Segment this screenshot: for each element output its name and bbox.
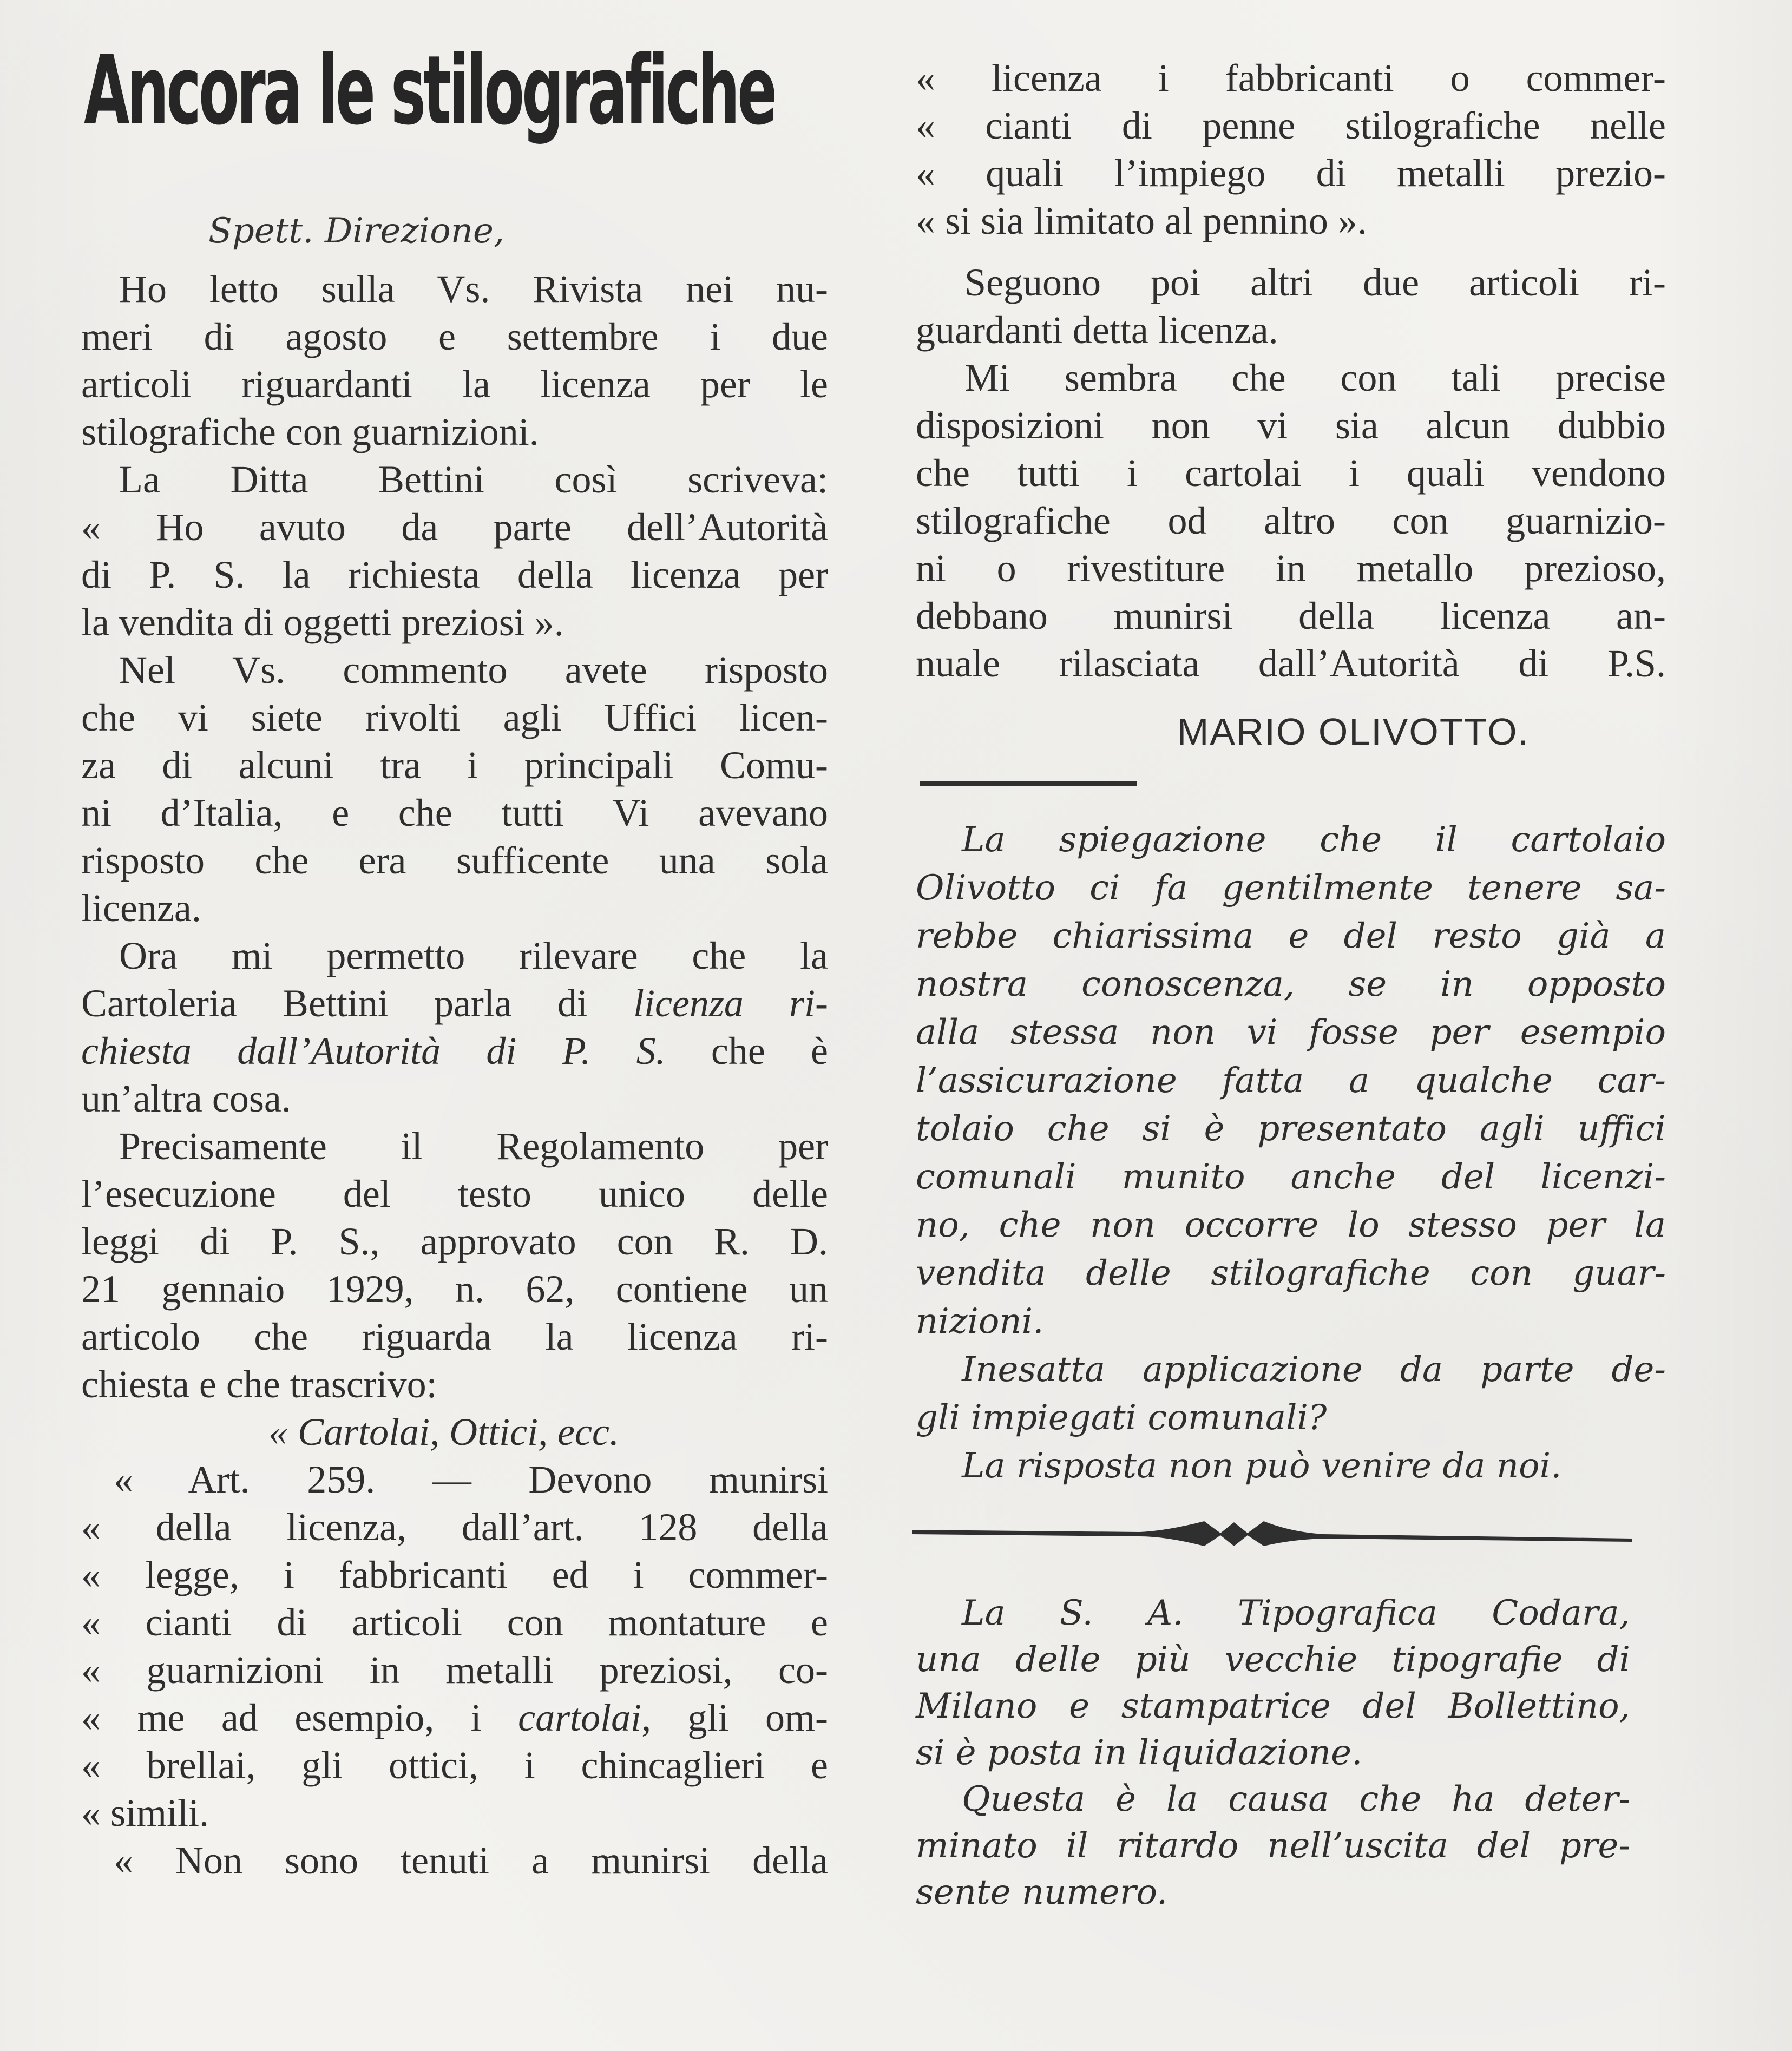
text-line: « cianti di articoli con montature e bbox=[81, 1601, 828, 1644]
text-line: che vi siete rivolti agli Uffici licen- bbox=[81, 696, 828, 739]
right-column-letter bbox=[916, 54, 1666, 687]
text-line: Ho letto sulla Vs. Rivista nei nu- bbox=[119, 267, 828, 311]
section-rule bbox=[920, 781, 1137, 786]
editorial-reply-lines bbox=[916, 816, 1666, 1490]
text-line: di P. S. la richiesta della licenza per bbox=[81, 553, 828, 596]
text-line: licenza. bbox=[81, 886, 201, 930]
text-line: sente numero. bbox=[916, 1872, 1168, 1912]
emphasis: cartolai bbox=[518, 1696, 642, 1739]
text-line: l’esecuzione del testo unico delle bbox=[81, 1172, 828, 1215]
text-line: « brellai, gli ottici, i chincaglieri e bbox=[81, 1744, 828, 1787]
text-line: l’assicurazione fatta a qualche car- bbox=[916, 1061, 1666, 1101]
text-line: ni o rivestiture in metallo prezioso, bbox=[916, 547, 1666, 590]
letter-salutation: Spett. Direzione, bbox=[208, 211, 505, 251]
text-line: nizioni. bbox=[916, 1301, 1044, 1342]
emphasis: licenza ri- bbox=[633, 982, 828, 1025]
text-line: debbano munirsi della licenza an- bbox=[916, 594, 1666, 637]
text-line: « me ad esempio, i cartolai, gli om- bbox=[81, 1696, 828, 1739]
text-line: guardanti detta licenza. bbox=[916, 308, 1278, 352]
editorial-reply bbox=[916, 816, 1666, 1490]
text-line: Inesatta applicazione da parte de- bbox=[962, 1350, 1666, 1390]
text-line: Ora mi permetto rilevare che la bbox=[119, 934, 828, 977]
text-line: no, che non occorre lo stesso per la bbox=[916, 1205, 1666, 1245]
text-line: rebbe chiarissima e del resto già a bbox=[916, 916, 1666, 956]
text-line: « simili. bbox=[81, 1791, 209, 1835]
text-line: stilografiche con guarnizioni. bbox=[81, 410, 539, 453]
text-line: chiesta e che trascrivo: bbox=[81, 1363, 437, 1406]
text-line: ni d’Italia, e che tutti Vi avevano bbox=[81, 791, 828, 834]
text-line: disposizioni non vi sia alcun dubbio bbox=[916, 404, 1666, 447]
letter-body-right bbox=[916, 54, 1666, 687]
text-line: stilografiche od altro con guarnizio- bbox=[916, 499, 1666, 542]
text-line: tolaio che si è presentato agli uffici bbox=[916, 1109, 1666, 1149]
ornamental-divider bbox=[912, 1518, 1632, 1550]
text-line: « della licenza, dall’art. 128 della bbox=[81, 1506, 828, 1549]
text-line: meri di agosto e settembre i due bbox=[81, 315, 828, 358]
letter-body-left bbox=[81, 265, 828, 1408]
text-line: alla stessa non vi fosse per esempio bbox=[916, 1013, 1666, 1053]
text-line: « guarnizioni in metalli preziosi, co- bbox=[81, 1648, 828, 1692]
text-line: si è posta in liquidazione. bbox=[916, 1733, 1363, 1773]
text-line: nuale rilasciata dall’Autorità di P.S. bbox=[916, 642, 1666, 685]
text-line: articolo che riguarda la licenza ri- bbox=[81, 1315, 828, 1358]
text-line: minato il ritardo nell’uscita del pre- bbox=[916, 1826, 1630, 1866]
text-line: nostra conoscenza, se in opposto bbox=[916, 964, 1666, 1004]
text-line: za di alcuni tra i principali Comu- bbox=[81, 744, 828, 787]
text-line: « cianti di penne stilografiche nelle bbox=[916, 104, 1666, 147]
text-line: « Ho avuto da parte dell’Autorità bbox=[81, 505, 828, 549]
printer-notice-lines bbox=[916, 1590, 1630, 1916]
text-line: « quali l’impiego di metalli prezio- bbox=[916, 152, 1666, 195]
text-line: « legge, i fabbricanti ed i commer- bbox=[81, 1553, 828, 1596]
text-line: « si sia limitato al pennino ». bbox=[916, 199, 1367, 242]
article-headline: Ancora le stilografiche bbox=[84, 35, 775, 146]
emphasis: chiesta dall’Autorità di P. S. bbox=[81, 1029, 666, 1073]
text-line: Olivotto ci fa gentilmente tenere sa- bbox=[916, 868, 1666, 908]
article-259-quote bbox=[81, 1456, 828, 1884]
text-line: « Non sono tenuti a munirsi della bbox=[114, 1839, 828, 1882]
text-line: Questa è la causa che ha deter- bbox=[962, 1779, 1630, 1819]
text-line: Nel Vs. commento avete risposto bbox=[119, 648, 828, 692]
text-line: vendita delle stilografiche con guar- bbox=[916, 1253, 1666, 1293]
text-line: Mi sembra che con tali precise bbox=[964, 356, 1666, 399]
text-line: risposto che era sufficente una sola bbox=[81, 839, 828, 882]
printer-notice bbox=[916, 1590, 1630, 1916]
text-line: La spiegazione che il cartolaio bbox=[962, 820, 1666, 860]
text-line: Precisamente il Regolamento per bbox=[119, 1125, 828, 1168]
text-line: Milano e stampatrice del Bollettino, bbox=[916, 1686, 1630, 1726]
text-line: La S. A. Tipografica Codara, bbox=[962, 1593, 1630, 1633]
text-line: chiesta dall’Autorità di P. S. che è bbox=[81, 1029, 829, 1073]
text-line: La Ditta Bettini così scriveva: bbox=[119, 458, 828, 501]
text-line: una delle più vecchie tipografie di bbox=[916, 1640, 1630, 1680]
text-line: « licenza i fabbricanti o commer- bbox=[916, 56, 1666, 100]
text-line: articoli riguardanti la licenza per le bbox=[81, 363, 828, 406]
text-line: leggi di P. S., approvato con R. D. bbox=[81, 1220, 828, 1263]
text-line: La risposta non può venire da noi. bbox=[962, 1446, 1562, 1486]
text-line: che tutti i cartolai i quali vendono bbox=[916, 451, 1666, 495]
letter-signature: MARIO OLIVOTTO. bbox=[1177, 711, 1530, 753]
left-column bbox=[81, 265, 828, 1884]
text-line: Cartoleria Bettini parla di licenza ri- bbox=[81, 982, 828, 1025]
text-line: Seguono poi altri due articoli ri- bbox=[964, 261, 1666, 304]
text-line: « Art. 259. — Devono munirsi bbox=[114, 1458, 828, 1501]
quoted-heading: « Cartolai, Ottici, ecc. bbox=[268, 1410, 619, 1454]
text-line: comunali munito anche del licenzi- bbox=[916, 1157, 1666, 1197]
text-line: 21 gennaio 1929, n. 62, contiene un bbox=[81, 1267, 828, 1311]
text-line: gli impiegati comunali? bbox=[916, 1398, 1327, 1438]
text-line: la vendita di oggetti preziosi ». bbox=[81, 601, 564, 644]
text-line: un’altra cosa. bbox=[81, 1077, 291, 1120]
